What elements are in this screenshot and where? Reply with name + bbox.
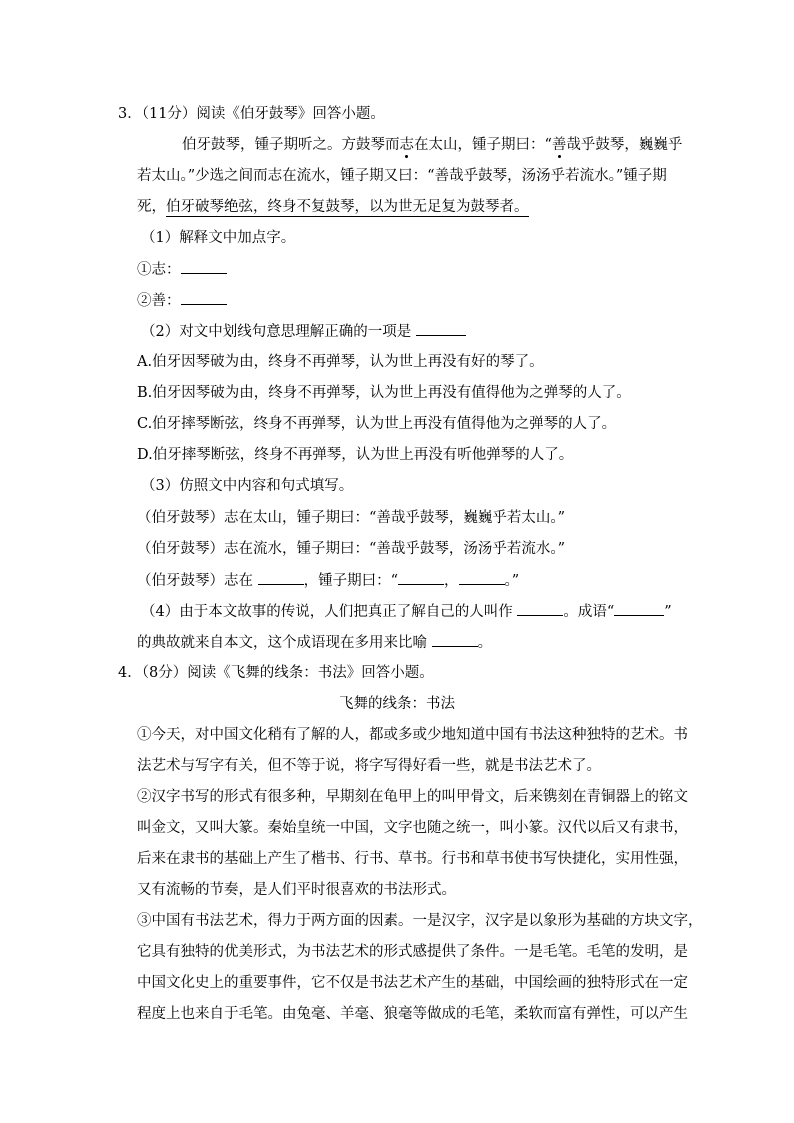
answer-blank[interactable] [398, 570, 444, 585]
sub-question-2-prompt [141, 321, 466, 342]
article-line: 后来在隶书的基础上产生了楷书、行书、草书。行书和草书使书写快捷化，实用性强， [137, 851, 688, 867]
sub-question-1-prompt: （1）解释文中加点字。 [141, 230, 296, 246]
sub-question-3-line-2: （伯牙鼓琴）志在流水，锺子期曰：“善哉乎鼓琴，汤汤乎若流水。” [137, 541, 566, 557]
passage-line-2: 若太山。”少选之间而志在流水，锺子期又曰：“善哉乎鼓琴，汤汤乎若流水。”锺子期 [137, 168, 667, 184]
option-d: D.伯牙摔琴断弦，终身不再弹琴，认为世上再没有听他弹琴的人了。 [137, 447, 574, 463]
question-3-header: 3．（11分）阅读《伯牙鼓琴》回答小题。 [118, 106, 385, 122]
article-line: 它具有独特的优美形式，为书法艺术的形式感提供了条件。一是毛笔。毛笔的发明，是 [137, 944, 688, 960]
sub-question-2-text: （2）对文中划线句意思理解正确的一项是 [141, 324, 412, 340]
sub-question-4-text-b: 。成语“ [563, 604, 615, 620]
article-line: ②汉字书写的形式有很多种，早期刻在龟甲上的叫甲骨文，后来镌刻在青铜器上的铭文 [137, 789, 688, 805]
sub-question-3-prompt: （3）仿照文中内容和句式填写。 [141, 478, 354, 494]
line-3-part-d: 。” [504, 573, 520, 589]
sub-question-4-text-c: ” [664, 604, 672, 620]
dotted-char-shan: 善 [551, 137, 567, 153]
answer-blank[interactable] [416, 321, 466, 336]
dotted-char-zhi: 志 [399, 137, 414, 153]
sub-question-3-line-1: （伯牙鼓琴）志在太山，锺子期曰：“善哉乎鼓琴，巍巍乎若太山。” [137, 510, 566, 526]
item-2-label: ②善： [137, 293, 181, 309]
article-line: 法艺术与写字有关，但不等于说，将字写得好看一些，就是书法艺术了。 [137, 758, 601, 774]
article-line: 程度上也来自于毛笔。由兔毫、羊毫、狼毫等做成的毛笔，柔软而富有弹性，可以产生 [137, 1006, 688, 1022]
option-b: B.伯牙因琴破为由，终身不再弹琴，认为世上再没有值得他为之弹琴的人了。 [137, 385, 631, 401]
question-4-header: 4．（8分）阅读《飞舞的线条：书法》回答小题。 [118, 665, 434, 681]
sub-question-1-item-1 [137, 259, 227, 280]
line-3-part-a: （伯牙鼓琴）志在 [137, 573, 253, 589]
answer-blank[interactable] [517, 601, 563, 616]
answer-blank[interactable] [614, 601, 664, 616]
passage-line-3 [137, 197, 529, 217]
sub-question-3-line-3 [137, 570, 519, 591]
passage-line-3-start: 死， [137, 199, 166, 215]
article-line: 又有流畅的节奏，是人们平时很喜欢的书法形式。 [137, 882, 456, 898]
sub-question-4-line-1 [141, 601, 672, 622]
sub-question-4-text-d: 的典故就来自本文，这个成语现在多用来比喻 [137, 635, 427, 651]
article-line: ①今天，对中国文化稍有了解的人，都或多或少地知道中国有书法这种独特的艺术。书 [137, 727, 688, 743]
answer-blank[interactable] [459, 570, 505, 585]
line-3-part-c: ， [444, 573, 459, 589]
sub-question-1-item-2 [137, 290, 227, 311]
sub-question-4-text-a: （4）由于本文故事的传说，人们把真正了解自己的人叫作 [141, 604, 513, 620]
article-line: 中国文化史上的重要事件，它不仅是书法艺术产生的基础，中国绘画的独特形式在一定 [137, 975, 688, 991]
sub-question-4-line-2 [137, 632, 492, 653]
line-3-part-b: ，锺子期曰：“ [303, 573, 399, 589]
article-line: ③中国有书法艺术，得力于两方面的因素。一是汉字，汉字是以象形为基础的方块文字， [137, 913, 703, 929]
answer-blank[interactable] [181, 290, 227, 305]
answer-blank[interactable] [432, 632, 478, 647]
answer-blank[interactable] [258, 570, 304, 585]
option-c: C.伯牙摔琴断弦，终身不再弹琴，认为世上再没有值得他为之弹琴的人了。 [137, 416, 617, 432]
article-line: 叫金文，又叫大篆。秦始皇统一中国，文字也随之统一，叫小篆。汉代以后又有隶书， [137, 820, 688, 836]
passage-line-1: 伯牙鼓琴，锺子期听之。方鼓琴而志在太山，锺子期曰：“善哉乎鼓琴，巍巍乎 [182, 137, 683, 153]
answer-blank[interactable] [181, 259, 227, 274]
underlined-sentence: 伯牙破琴绝弦，终身不复鼓琴，以为世无足复为鼓琴者。 [166, 199, 529, 215]
option-a: A.伯牙因琴破为由，终身不再弹琴，认为世上再没有好的琴了。 [137, 354, 544, 370]
item-1-label: ①志： [137, 262, 181, 278]
sub-question-4-text-e: 。 [477, 635, 493, 651]
article-title: 飞舞的线条：书法 [339, 696, 455, 712]
